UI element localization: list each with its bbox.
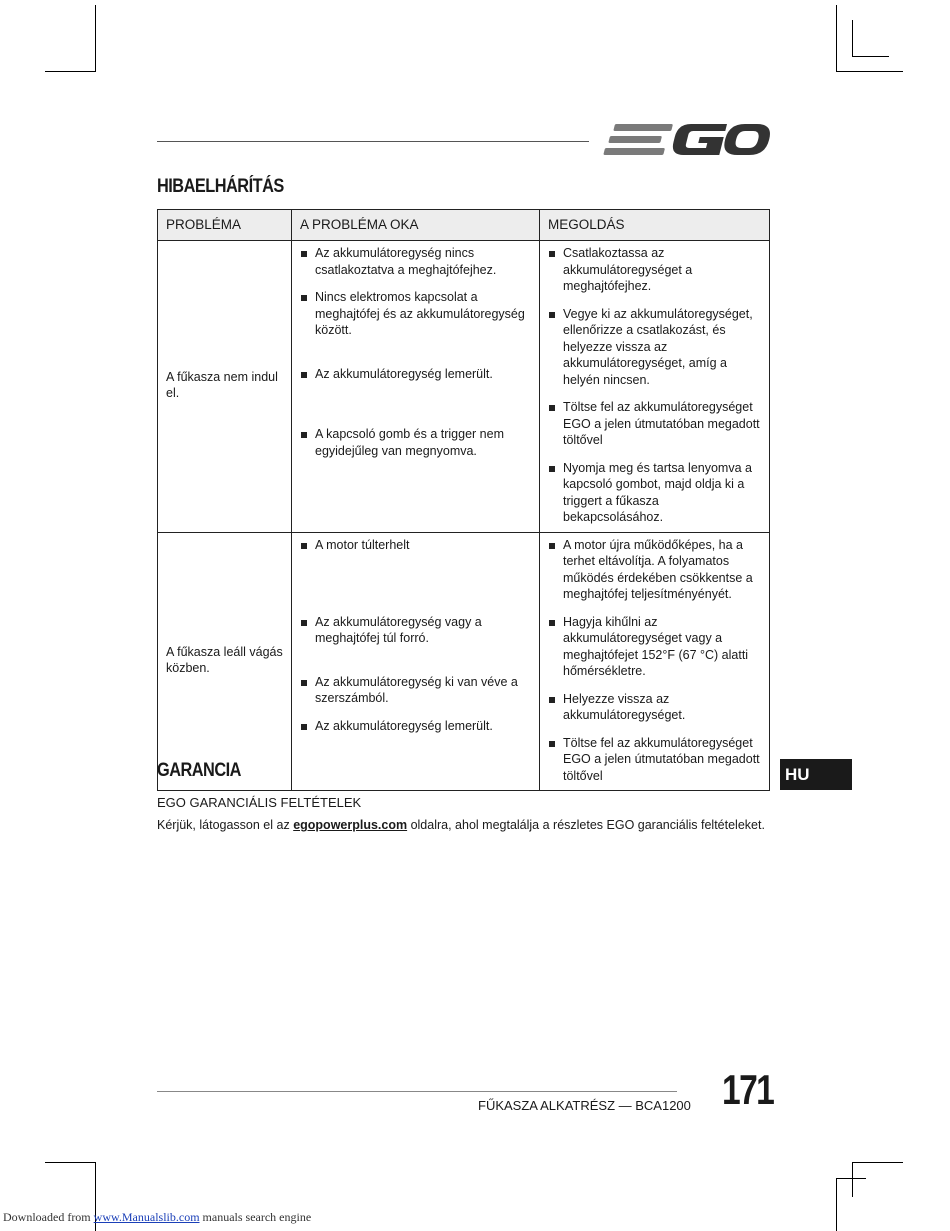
cause-item: Az akkumulátoregység ki van véve a szerszámból. — [300, 674, 531, 707]
footer-rule — [157, 1091, 677, 1092]
cause-item: Az akkumulátoregység vagy a meghajtófej túl forró. — [300, 614, 531, 663]
table-header-row — [158, 210, 770, 241]
solution-cell — [540, 532, 770, 791]
solution-cell — [540, 241, 770, 533]
crop-mark — [95, 5, 96, 72]
section-title-troubleshooting: HIBAELHÁRÍTÁS — [157, 176, 284, 197]
page-number: 171 — [722, 1066, 774, 1113]
problem-cell — [158, 532, 292, 791]
crop-mark — [852, 1162, 903, 1163]
problem-cell — [158, 241, 292, 533]
solution-item: Hagyja kihűlni az akkumulátoregységet vagy a meghajtófejet 152°F (67 °C) alatti hőmérsékletre. — [548, 614, 761, 680]
ego-logo — [602, 120, 770, 160]
solution-item: Töltse fel az akkumulátoregységet EGO a jelen útmutatóban megadott töltővel — [548, 735, 761, 785]
column-header-solution: MEGOLDÁS — [540, 210, 770, 241]
crop-mark — [45, 71, 96, 72]
header-rule — [157, 141, 589, 142]
cause-item: Az akkumulátoregység lemerült. — [300, 718, 531, 767]
solution-item: Töltse fel az akkumulátoregységet EGO a jelen útmutatóban megadott töltővel — [548, 399, 761, 449]
problem-text: A fűkasza leáll vágás közben. — [166, 644, 283, 676]
solution-item: Helyezze vissza az akkumulátoregységet. — [548, 691, 761, 724]
manualslib-link[interactable]: www.Manualslib.com — [93, 1210, 200, 1224]
warranty-link[interactable]: egopowerplus.com — [293, 818, 408, 832]
crop-mark — [45, 1162, 96, 1163]
crop-mark — [852, 20, 853, 57]
cause-item: Az akkumulátoregység lemerült. — [300, 366, 531, 415]
warranty-text-before: Kérjük, látogasson el az — [157, 818, 294, 832]
crop-mark — [852, 56, 889, 57]
language-tab: HU — [780, 759, 852, 790]
crop-mark — [836, 71, 903, 72]
download-note — [3, 1210, 311, 1225]
warranty-subtitle: EGO GARANCIÁLIS FELTÉTELEK — [157, 795, 362, 810]
download-prefix: Downloaded from — [3, 1210, 94, 1224]
cause-cell — [292, 241, 540, 533]
column-header-cause: A PROBLÉMA OKA — [292, 210, 540, 241]
footer-text: FŰKASZA ALKATRÉSZ — BCA1200 — [478, 1098, 691, 1113]
table-row — [158, 241, 770, 533]
download-suffix: manuals search engine — [199, 1210, 312, 1224]
section-title-warranty: GARANCIA — [157, 760, 241, 781]
problem-text: A fűkasza nem indul el. — [166, 369, 278, 401]
table-row — [158, 532, 770, 791]
warranty-text-after: oldalra, ahol megtalálja a részletes EGO garanciális feltételeket. — [407, 818, 765, 832]
solution-item: Csatlakoztassa az akkumulátoregységet a meghajtófejhez. — [548, 245, 761, 295]
cause-item: Nincs elektromos kapcsolat a meghajtófej és az akkumulátoregység között. — [300, 289, 531, 355]
crop-mark — [852, 1162, 853, 1197]
warranty-paragraph — [157, 818, 765, 832]
crop-mark — [836, 5, 837, 72]
solution-item: Nyomja meg és tartsa lenyomva a kapcsoló gombot, majd oldja ki a triggert a fűkasza bekapcsolásához. — [548, 460, 761, 526]
cause-item: A kapcsoló gomb és a trigger nem egyidejűleg van megnyomva. — [300, 426, 531, 475]
column-header-problem: PROBLÉMA — [158, 210, 292, 241]
crop-mark — [836, 1178, 866, 1179]
solution-item: Vegye ki az akkumulátoregységet, ellenőrizze a csatlakozást, és helyezze vissza az akkumulátoregységet, amíg a helyén nincsen. — [548, 306, 761, 389]
cause-cell — [292, 532, 540, 791]
crop-mark — [836, 1178, 837, 1231]
troubleshooting-table — [157, 209, 770, 791]
solution-item: A motor újra működőképes, ha a terhet eltávolítja. A folyamatos működés érdekében csökkentse a meghajtófej teljesítményényét. — [548, 537, 761, 603]
cause-item: A motor túlterhelt — [300, 537, 531, 603]
cause-item: Az akkumulátoregység nincs csatlakoztatva a meghajtófejhez. — [300, 245, 531, 278]
